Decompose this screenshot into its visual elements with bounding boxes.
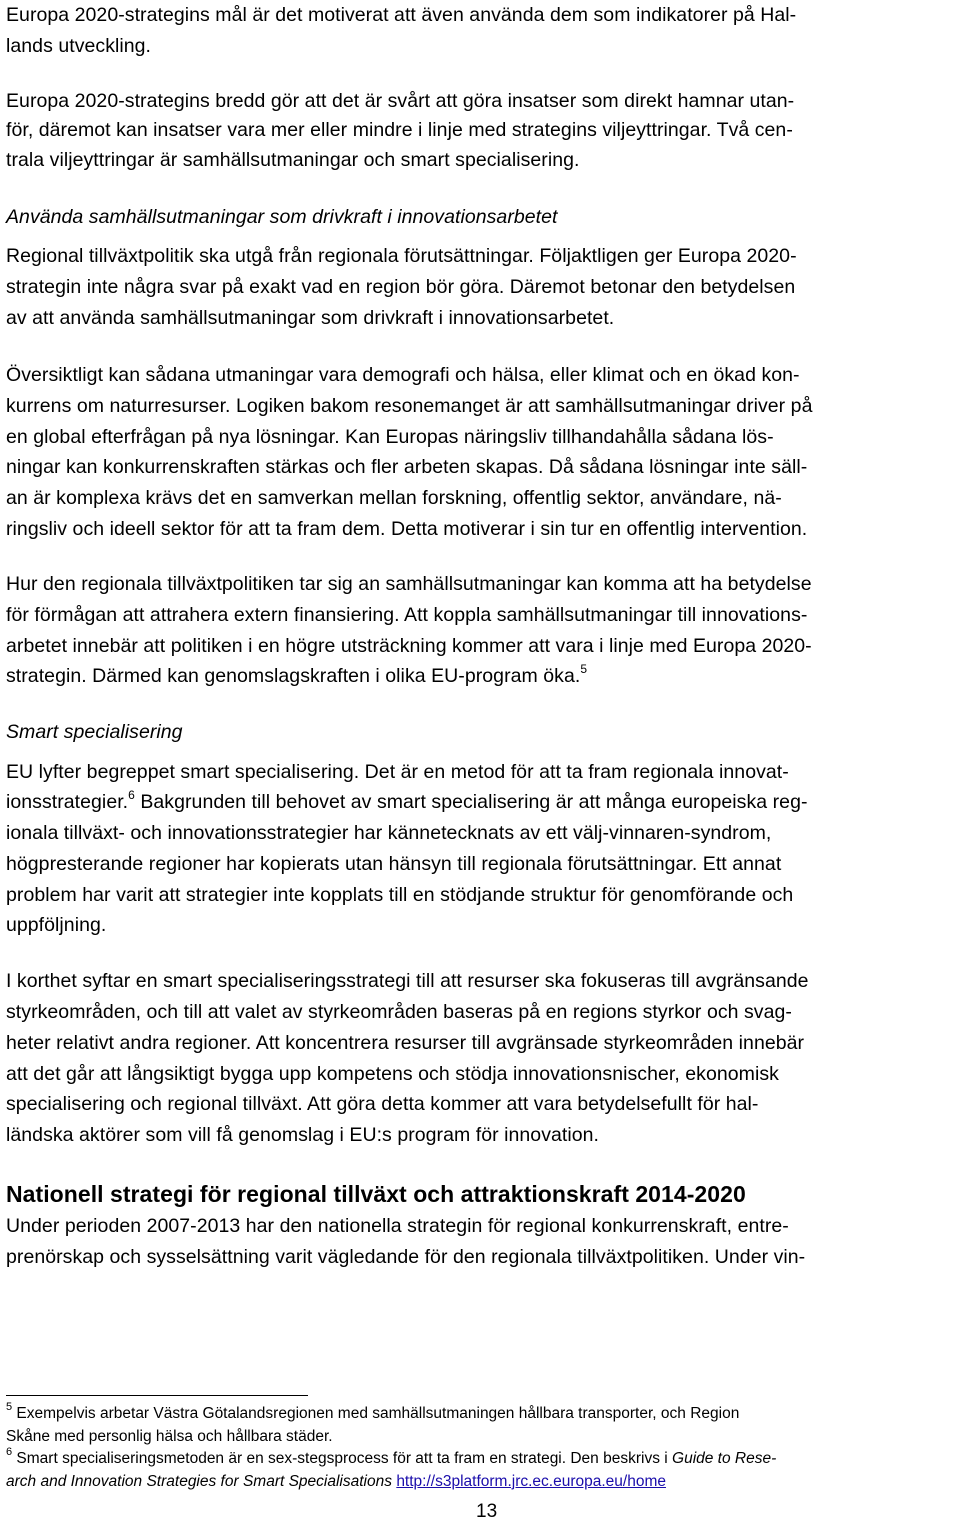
- paragraph-3-line-2: strategin inte några svar på exakt vad en region bör göra. Däremot betonar den betydelsen: [6, 276, 796, 298]
- paragraph-1-line-1: Europa 2020-strategins mål är det motiverat att även använda dem som indikatorer på Hal-: [6, 4, 797, 26]
- paragraph-5-line-4: [6, 661, 588, 688]
- paragraph-6-line-3: ionala tillväxt- och innovationsstrategier har kännetecknats av ett välj-vinnaren-syndrom,: [6, 822, 772, 844]
- footnote-5-line-1: [6, 1400, 740, 1424]
- footnote-ref-6: 6: [128, 787, 135, 802]
- paragraph-2-line-1: Europa 2020-strategins bredd gör att det är svårt att göra insatser som direkt hamnar utan-: [6, 90, 795, 112]
- paragraph-7-line-6: ländska aktörer som vill få genomslag i EU:s program för innovation.: [6, 1124, 599, 1146]
- paragraph-5-line-3: arbetet innebär att politiken i en högre utsträckning kommer att vara i linje med Europa 2020-: [6, 635, 812, 657]
- footnote-6-guide-title-end: arch and Innovation Strategies for Smart Specialisations: [6, 1473, 392, 1490]
- paragraph-3-line-1: Regional tillväxtpolitik ska utgå från regionala förutsättningar. Följaktligen ger Europa 2020-: [6, 245, 797, 267]
- paragraph-6-line-2-start: ionsstrategier.: [6, 791, 129, 813]
- paragraph-7-line-2: styrkeområden, och till att valet av styrkeområden baseras på en regions styrkor och svag-: [6, 1001, 792, 1023]
- section-heading-nationell-strategi: Nationell strategi för regional tillväxt och attraktionskraft 2014-2020: [6, 1181, 746, 1207]
- paragraph-3-line-3: av att använda samhällsutmaningar som drivkraft i innovationsarbetet.: [6, 307, 615, 329]
- footnote-6-number: 6: [6, 1445, 13, 1458]
- paragraph-4-line-4: ningar kan konkurrenskraften stärkas och fler arbeten skapas. Då sådana lösningar inte säll-: [6, 456, 808, 478]
- footnote-ref-5: 5: [580, 661, 588, 676]
- footnote-6-text: Smart specialiseringsmetoden är en sex-stegsprocess för att ta fram en strategi. Den beskrivs i: [12, 1450, 673, 1467]
- paragraph-6-line-5: problem har varit att strategier inte kopplats till en stödjande struktur för genomförande och: [6, 884, 794, 906]
- paragraph-4-line-6: ringsliv och ideell sektor för att ta fram dem. Detta motiverar i sin tur en offentlig intervention.: [6, 518, 808, 540]
- paragraph-6-line-2: [6, 787, 808, 814]
- paragraph-2-line-3: trala viljeyttringar är samhällsutmaningar och smart specialisering.: [6, 149, 580, 171]
- footnote-6-line-2: [6, 1472, 666, 1492]
- s3platform-link[interactable]: http://s3platform.jrc.ec.europa.eu/home: [396, 1473, 666, 1490]
- footnote-5-text: Exempelvis arbetar Västra Götalandsregionen med samhällsutmaningen hållbara transporter, och Region: [12, 1405, 740, 1422]
- paragraph-6-line-1: EU lyfter begreppet smart specialisering. Det är en metod för att ta fram regionala innovat-: [6, 761, 789, 783]
- section-heading-samhallsutmaningar: Använda samhällsutmaningar som drivkraft i innovationsarbetet: [6, 206, 558, 228]
- paragraph-6-line-6: uppföljning.: [6, 914, 107, 936]
- footnote-divider: [6, 1395, 308, 1396]
- paragraph-4-line-5: an är komplexa krävs det en samverkan mellan forskning, offentlig sektor, användare, nä-: [6, 487, 782, 509]
- section-heading-smart-specialisering: Smart specialisering: [6, 721, 183, 743]
- paragraph-7-line-1: I korthet syftar en smart specialiseringsstrategi till att resurser ska fokuseras till avgränsande: [6, 970, 809, 992]
- footnote-5-line-2: Skåne med personlig hälsa och hållbara städer.: [6, 1428, 333, 1445]
- footnote-6-guide-title-start: Guide to Rese-: [672, 1450, 777, 1467]
- paragraph-8-line-1: Under perioden 2007-2013 har den nationella strategin för regional konkurrenskraft, entre-: [6, 1215, 789, 1237]
- paragraph-4-line-1: Översiktligt kan sådana utmaningar vara demografi och hälsa, eller klimat och en ökad kon-: [6, 364, 800, 386]
- footnote-6-line-1: [6, 1445, 777, 1469]
- paragraph-6-line-2-end: Bakgrunden till behovet av smart specialisering är att många europeiska reg-: [134, 791, 808, 813]
- paragraph-8-line-2: prenörskap och sysselsättning varit vägledande för den regionala tillväxtpolitiken. Under vin-: [6, 1246, 806, 1268]
- paragraph-7-line-5: specialisering och regional tillväxt. Att göra detta kommer att vara betydelsefullt för hal-: [6, 1093, 759, 1115]
- footnote-5-number: 5: [6, 1400, 13, 1413]
- paragraph-2-line-2: för, däremot kan insatser vara mer eller mindre i linje med strategins viljeyttringar. Två cen-: [6, 119, 793, 141]
- paragraph-5-line-1: Hur den regionala tillväxtpolitiken tar sig an samhällsutmaningar kan komma att ha betydelse: [6, 573, 812, 595]
- paragraph-7-line-4: att det går att långsiktigt bygga upp kompetens och stödja innovationsnischer, ekonomisk: [6, 1063, 779, 1085]
- paragraph-5-line-4-text: strategin. Därmed kan genomslagskraften i olika EU-program öka.: [6, 665, 581, 687]
- paragraph-5-line-2: för förmågan att attrahera extern finansiering. Att koppla samhällsutmaningar till innovations-: [6, 604, 808, 626]
- page-number: 13: [476, 1501, 498, 1522]
- paragraph-4-line-3: en global efterfrågan på nya lösningar. Kan Europas näringsliv tillhandahålla sådana lös-: [6, 426, 774, 448]
- paragraph-4-line-2: kurrens om naturresurser. Logiken bakom resonemanget är att samhällsutmaningar driver på: [6, 395, 813, 417]
- paragraph-1-line-2: lands utveckling.: [6, 35, 152, 57]
- paragraph-7-line-3: heter relativt andra regioner. Att koncentrera resurser till avgränsade styrkeområden innebär: [6, 1032, 805, 1054]
- paragraph-6-line-4: högpresterande regioner har kopierats utan hänsyn till regionala förutsättningar. Ett annat: [6, 853, 782, 875]
